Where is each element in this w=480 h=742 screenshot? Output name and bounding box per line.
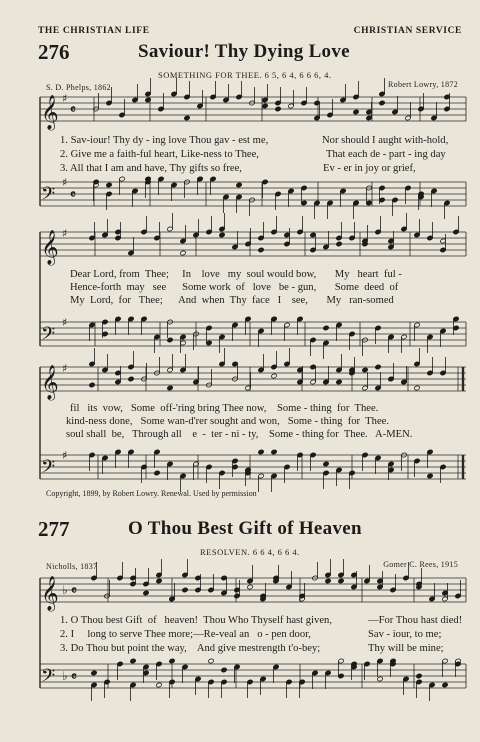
bass-clef-icon: 𝄢 xyxy=(41,457,56,482)
running-header-right: CHRISTIAN SERVICE xyxy=(353,26,462,36)
note-head xyxy=(236,182,242,188)
treble-clef-icon: 𝄞 xyxy=(41,230,59,265)
note-head xyxy=(271,373,277,379)
note-head xyxy=(375,364,381,370)
hymn-277-words-credit: Nicholls, 1837 xyxy=(46,562,98,571)
note-head xyxy=(258,449,264,455)
note-head xyxy=(262,103,268,109)
note-head xyxy=(128,376,134,382)
flat-icon: ♭ xyxy=(62,583,68,597)
note-head xyxy=(353,200,359,206)
note-head xyxy=(377,676,383,682)
note-head xyxy=(167,385,173,391)
note-head xyxy=(325,578,331,584)
lyric-276-s1-v2-left: 2. Give me a faith-ful heart, Like-ness to Thee, xyxy=(60,149,259,160)
note-head xyxy=(271,316,277,322)
hymn-277-music-credit: Gomer C. Rees, 1915 xyxy=(383,560,458,569)
note-head xyxy=(401,379,407,385)
running-header-left: THE CHRISTIAN LIFE xyxy=(38,26,150,36)
lyric-277-v3-right: Thy will be mine; xyxy=(368,643,444,654)
hymn-276-tune: SOMETHING FOR THEE. 6 5, 6 4, 6 6 6, 4. xyxy=(158,70,332,80)
note-head xyxy=(89,382,95,388)
bass-clef-icon: 𝄢 xyxy=(41,184,56,209)
lyric-276-s2-v1: Dear Lord, from Thee; In love my soul would bow, My heart ful - xyxy=(70,269,402,280)
sharp-icon: ♯ xyxy=(62,362,68,375)
sharp-icon: ♯ xyxy=(62,449,68,462)
note-head xyxy=(156,682,162,688)
bass-clef-icon: 𝄢 xyxy=(41,666,56,691)
lyric-277-v1-right: —For Thou hast died! xyxy=(368,615,463,626)
note-head xyxy=(221,667,227,673)
staff-277-s1-bass xyxy=(40,664,466,688)
note-head xyxy=(336,379,342,385)
lyric-276-s1-v2-right: That each de - part - ing day xyxy=(326,149,446,160)
note-head xyxy=(156,578,162,584)
note-head xyxy=(167,337,173,343)
flat-icon: ♭ xyxy=(62,669,68,683)
common-time-icon: 𝄴 xyxy=(71,670,77,685)
note-head xyxy=(154,470,160,476)
hymn-276-number: 276 xyxy=(38,40,70,64)
note-head xyxy=(416,673,422,679)
treble-clef-icon: 𝄞 xyxy=(41,365,59,400)
lyric-276-s2-v2: Hence-forth may see Some work of love be - gun, Some deed of xyxy=(70,282,399,293)
note-head xyxy=(271,449,277,455)
lyric-276-s2-v3: My Lord, for Thee; And when Thy face I see, My ran-somed xyxy=(70,295,394,306)
common-time-icon: 𝄴 xyxy=(70,103,76,118)
sharp-icon: ♯ xyxy=(62,227,68,240)
sharp-icon: ♯ xyxy=(62,176,68,189)
note-head xyxy=(169,658,175,664)
lyric-276-s3-v1: fil its vow, Some off-'ring bring Thee now, Some - thing for Thee. xyxy=(70,403,379,414)
staff-277-s1-treble xyxy=(40,578,466,602)
note-head xyxy=(184,115,190,121)
note-head xyxy=(362,367,368,373)
hymn-276-words-credit: S. D. Phelps, 1862 xyxy=(46,83,111,92)
note-head xyxy=(130,658,136,664)
note-head xyxy=(414,385,420,391)
hymn-277-number: 277 xyxy=(38,517,70,541)
note-head xyxy=(102,232,108,238)
lyric-276-s3-v2: kind-ness done, Some wan-d'rer sought and won, Some - thing for Thee. xyxy=(66,416,390,427)
note-head xyxy=(323,379,329,385)
note-head xyxy=(208,658,214,664)
note-head xyxy=(427,473,433,479)
hymn-276-music-credit: Robert Lowry, 1872 xyxy=(388,80,458,89)
treble-clef-icon: 𝄞 xyxy=(41,576,59,611)
note-head xyxy=(353,109,359,115)
lyric-276-s3-v3: soul shall be, Through all e - ter - ni - ty, Some - thing for Thee. A-MEN. xyxy=(66,429,413,440)
note-head xyxy=(336,241,342,247)
staff-276-s1-bass xyxy=(40,182,466,206)
note-head xyxy=(275,106,281,112)
lyric-277-v1-left: 1. O Thou best Gift of heaven! Thou Who Thyself hast given, xyxy=(60,615,332,626)
hymn-276-copyright: Copyright, 1899, by Robert Lowry. Renewal. Used by permission xyxy=(46,489,257,498)
note-head xyxy=(91,670,97,676)
note-head xyxy=(197,176,203,182)
note-head xyxy=(323,461,329,467)
hymn-277-tune: RESOLVEN. 6 6 4, 6 6 4. xyxy=(200,547,300,557)
sharp-icon: ♯ xyxy=(62,92,68,105)
lyric-277-v2-left: 2. I long to serve Thee more;—Re-veal an o - pen door, xyxy=(60,629,311,640)
hymn-276-title: Saviour! Thy Dying Love xyxy=(138,41,350,62)
common-time-icon: 𝄴 xyxy=(70,188,76,203)
note-head xyxy=(219,232,225,238)
note-head xyxy=(442,682,448,688)
note-head xyxy=(143,590,149,596)
note-head xyxy=(247,584,253,590)
sharp-icon: ♯ xyxy=(62,316,68,329)
treble-clef-icon: 𝄞 xyxy=(41,95,59,130)
note-head xyxy=(180,250,186,256)
note-head xyxy=(323,325,329,331)
lyric-276-s1-v1-right: Nor should I aught with-hold, xyxy=(322,135,449,146)
bass-clef-icon: 𝄢 xyxy=(41,324,56,349)
note-head xyxy=(258,247,264,253)
note-head xyxy=(182,587,188,593)
note-head xyxy=(379,100,385,106)
note-head xyxy=(169,596,175,602)
note-head xyxy=(388,376,394,382)
note-head xyxy=(338,578,344,584)
lyric-276-s1-v3-right: Ev - er in joy or grief, xyxy=(323,163,416,174)
hymn-277-title: O Thou Best Gift of Heaven xyxy=(128,518,362,539)
lyric-276-s1-v1-left: 1. Sav-iour! Thy dy - ing love Thou gav - est me, xyxy=(60,135,269,146)
lyric-276-s1-v3-left: 3. All that I am and have, Thy gifts so free, xyxy=(60,163,242,174)
lyric-277-v3-left: 3. Do Thou but point the way, And give mestrength t'o-bey; xyxy=(60,643,321,654)
lyric-277-v2-right: Sav - iour, to me; xyxy=(368,629,442,640)
common-time-icon: 𝄴 xyxy=(71,584,77,599)
note-head xyxy=(106,182,112,188)
